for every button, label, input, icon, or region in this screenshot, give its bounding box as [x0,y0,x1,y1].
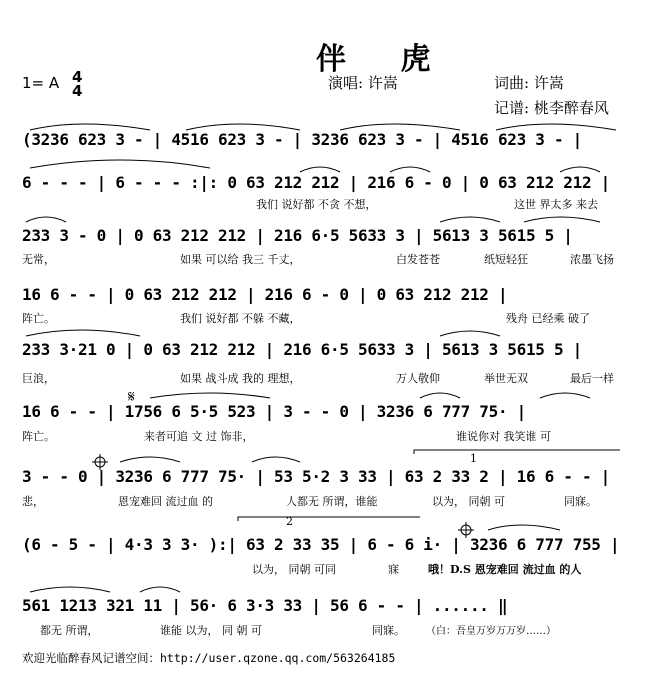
lyric-row-7-b: 恩宠难回 流过血 的 [118,495,213,508]
slur [390,167,430,172]
lyric-row-7-c: 人都无 所谓，谁能 [286,495,378,508]
slur [30,124,150,130]
slur [252,457,300,462]
lyric-row-8-c: 哦！D.S 恩宠难回 流过血 的人 [428,563,582,576]
lyric-row-8-b: 寐 [388,563,399,576]
lyric-row-6-a: 阵亡。 [22,430,55,443]
slur [30,587,110,592]
transcriber-credit: 记谱: 桃李醉春风 [494,99,609,117]
lyric-row-8-a: 以为， 同朝 可同 [252,563,336,576]
slur [420,393,460,398]
lyric-row-4-c: 残舟 已经乘 破了 [506,312,590,325]
segno-mark: 𝄋 [128,387,135,406]
lyric-row-5-a: 巨浪， [22,372,55,385]
score-row-8: (6 - 5 - | 4·3 3 3· ):| 63 2 33 35 | 6 - 6 i· | 3236 6 777 755 | [22,535,620,554]
lyric-row-2-a: 我们 说好都 不贪 不想， [256,198,377,211]
lyric-row-6-b: 来者可追 文 过 饰非， [144,430,254,443]
lyric-row-3-c: 白发苍苍 [396,253,440,266]
volta-2-number: 2 [286,515,293,528]
composer-credit: 词曲: 许嵩 [494,74,564,92]
lyric-row-4-a: 阵亡。 [22,312,55,325]
score-row-9: 561 1213 321 11 | 56· 6 3·3 33 | 56 6 - - | ...... ‖ [22,596,508,615]
lyric-row-2-b: 这世 界太多 来去 [514,198,598,211]
slur [560,167,600,172]
singer-credit: 演唱: 许嵩 [328,74,398,92]
slur [140,587,180,592]
score-row-2: 6 - - - | 6 - - - :|: 0 63 212 212 | 216 6 - 0 | 0 63 212 212 | [22,173,610,192]
lyric-row-7-d: 以为， 同朝 可 [432,495,505,508]
time-signature-top: 4 [72,68,83,86]
lyric-row-3-d: 纸短轻狂 [484,253,528,266]
lyric-row-3-b: 如果 可以给 我三 千丈， [180,253,301,266]
key-signature: 1= A [22,74,60,92]
slur [26,217,66,222]
volta-bracket-1 [414,450,620,454]
time-signature-bottom: 4 [72,82,83,100]
lyric-row-5-e: 最后一样 [570,372,614,385]
slur [186,124,300,130]
score-row-5: 233 3·21 0 | 0 63 212 212 | 216 6·5 5633 3 | 5613 3 5615 5 | [22,340,582,359]
page-title: 伴 虎 [316,42,453,77]
slur [300,167,340,172]
spoken-note: （白：吾皇万岁万万岁……） [426,626,556,637]
lyric-row-9-b: 谁能 以为， 同 朝 可 [160,624,262,637]
score-row-1: (3236 623 3 - | 4516 623 3 - | 3236 623 3 - | 4516 623 3 - | [22,130,582,149]
footer-link: 欢迎光临醉春风记谱空间：http://user.qzone.qq.com/563264185 [22,651,396,665]
lyric-row-5-c: 万人敬仰 [396,372,440,385]
score-row-6: 16 6 - - | 1756 6 5·5 523 | 3 - - 0 | 3236 6 777 75· | [22,402,526,421]
slur [488,525,560,530]
slur [496,124,616,130]
slur [26,330,140,336]
lyric-row-6-c: 谁说你对 我笑谁 可 [456,430,551,443]
lyric-row-9-c: 同寐。 [372,624,405,637]
slur [30,160,210,168]
slur [540,393,590,398]
lyric-row-7-e: 同寐。 [564,495,597,508]
volta-1-number: 1 [470,452,477,465]
slur [524,217,600,222]
volta-bracket-2 [238,517,420,521]
lyric-row-9-a: 都无 所谓， [40,624,99,637]
score-row-3: 233 3 - 0 | 0 63 212 212 | 216 6·5 5633 3 | 5613 3 5615 5 | [22,226,573,245]
score-row-7: 3 - - 0 | 3236 6 777 75· | 53 5·2 3 33 | 63 2 33 2 | 16 6 - - | [22,467,610,486]
slur [150,393,270,398]
lyric-row-3-a: 无常， [22,253,55,266]
lyric-row-4-b: 我们 说好都 不躲 不藏， [180,312,301,325]
slur [340,124,460,130]
slur [440,217,500,222]
lyric-row-3-e: 浓墨飞扬 [570,253,614,266]
lyric-row-5-b: 如果 战斗成 我的 理想， [180,372,301,385]
slur [120,457,180,462]
slur [440,331,500,336]
score-row-4: 16 6 - - | 0 63 212 212 | 216 6 - 0 | 0 63 212 212 | [22,285,508,304]
lyric-row-7-a: 悲， [22,495,44,508]
lyric-row-5-d: 举世无双 [484,372,528,385]
